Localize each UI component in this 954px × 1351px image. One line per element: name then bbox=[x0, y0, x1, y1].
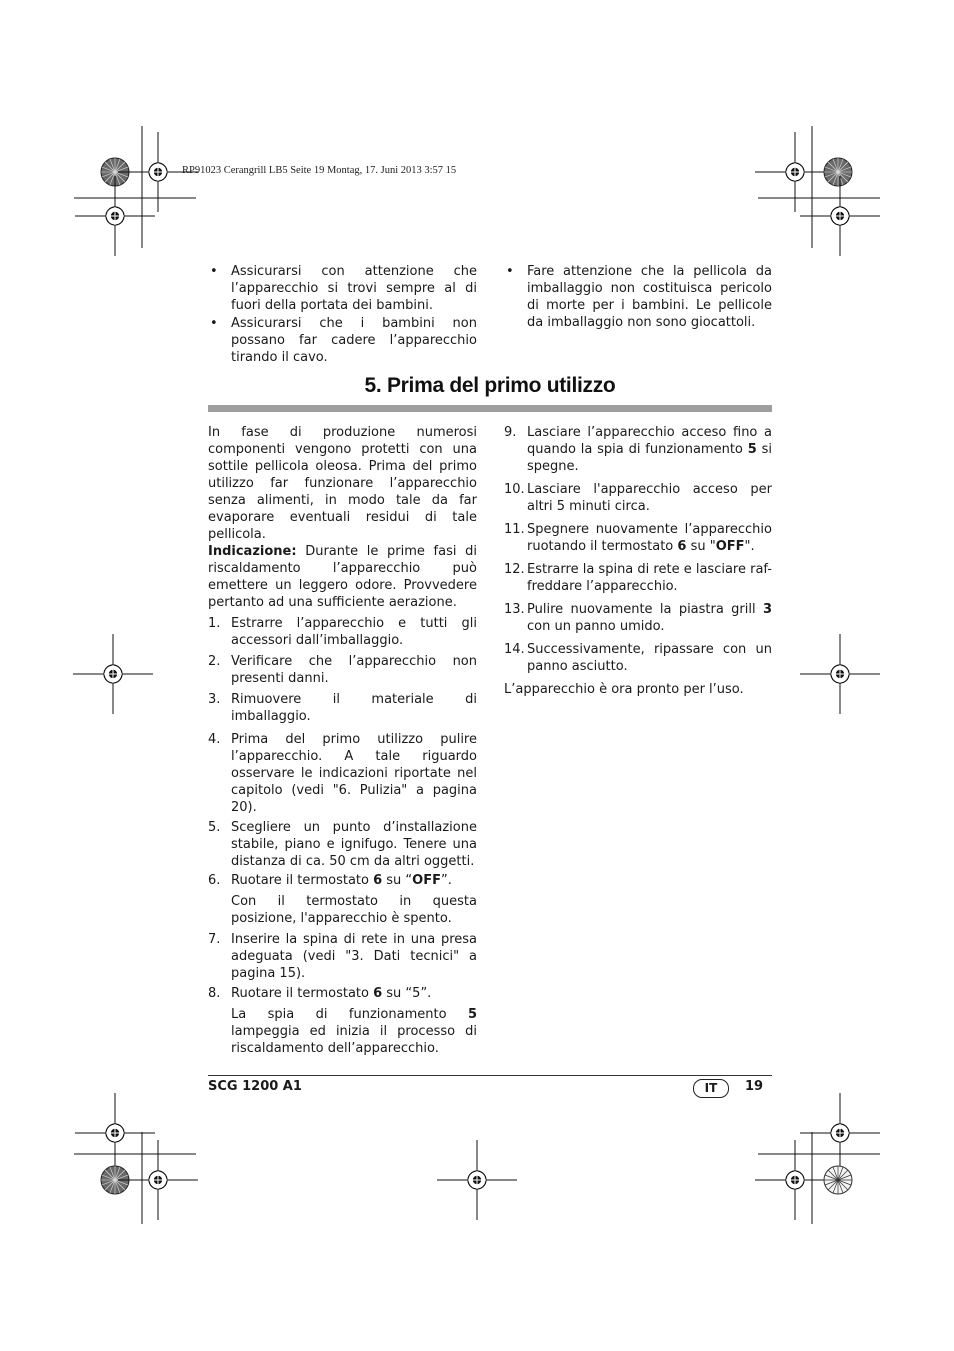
left-column bbox=[208, 424, 477, 1057]
note-label: Indicazione: bbox=[208, 544, 297, 559]
list-item: • Assicurarsi che i bambini non possano far cadere l’apparecchio tirando il cavo. bbox=[208, 315, 477, 366]
list-item: 6. Ruotare il termostato 6 su “OFF”. bbox=[208, 873, 452, 888]
language-badge: IT bbox=[693, 1079, 729, 1098]
list-item: 7. Inserire la spina di rete in una presa adeguata (vedi "3. Dati tecnici" a pagina 15). bbox=[208, 932, 477, 981]
intro-paragraph: In fase di produzione numerosi componenti vengono protetti con una sottile pellicola oleosa. Prima del primo utilizzo far funzionare l’apparecchio senza alimenti, in modo tale da far evaporare eventuali residui di tale pellicola. bbox=[208, 425, 477, 542]
list-item: 12. Estrarre la spina di rete e lasciare raf-freddare l’apparecchio. bbox=[504, 562, 772, 594]
list-item: 2. Verificare che l’apparecchio non presenti danni. bbox=[208, 654, 477, 686]
footer-rule bbox=[208, 1075, 772, 1076]
list-item: 9. Lasciare l’apparecchio acceso fino a quando la spia di funzionamento 5 si spegne. bbox=[504, 425, 772, 474]
list-item: • Assicurarsi con attenzione che l’apparecchio si trovi sempre al di fuori della portata dei bambini. bbox=[208, 263, 477, 314]
closing-paragraph: L’apparecchio è ora pronto per l’uso. bbox=[504, 682, 744, 697]
list-item: 14. Successivamente, ripassare con un panno asciutto. bbox=[504, 642, 772, 674]
step6-note: Con il termostato in questa posizione, l'apparecchio è spento. bbox=[231, 894, 477, 926]
intro-right-bullets bbox=[504, 263, 772, 331]
steps-left-continued bbox=[208, 931, 477, 1002]
intro-left-column bbox=[208, 263, 477, 367]
section-title: 5. Prima del primo utilizzo bbox=[364, 374, 616, 397]
steps-left bbox=[208, 615, 477, 889]
list-item: 13. Pulire nuovamente la piastra grill 3 con un panno umido. bbox=[504, 602, 772, 634]
list-item: 3. Rimuovere il materiale di imballaggio. bbox=[208, 692, 477, 724]
list-item: 11. Spegnere nuovamente l’apparecchio ruotando il termostato 6 su "OFF". bbox=[504, 522, 772, 554]
list-item: 10. Lasciare l'apparecchio acceso per altri 5 minuti circa. bbox=[504, 482, 772, 514]
intro-left-bullets bbox=[208, 263, 477, 366]
intro-right-column bbox=[504, 263, 772, 332]
print-info-line: RP91023 Cerangrill LB5 Seite 19 Montag, 17. Juni 2013 3:57 15 bbox=[182, 165, 457, 176]
note-paragraph bbox=[208, 543, 477, 611]
title-rule bbox=[208, 405, 772, 412]
list-item: • Fare attenzione che la pellicola da imballaggio non costituisca pericolo di morte per i bambini. Le pellicole da imballaggio non sono giocattoli. bbox=[504, 263, 772, 331]
note-text: Durante le prime fasi di riscaldamento l’apparecchio può emettere un leggero odore. Provvedere pertanto ad una sufficiente aerazione. bbox=[208, 544, 477, 610]
page-number: 19 bbox=[745, 1079, 764, 1094]
list-item: 1. Estrarre l’apparecchio e tutti gli accessori dall’imballaggio. bbox=[208, 616, 477, 648]
step8-note: La spia di funzionamento 5 lampeggia ed inizia il processo di riscaldamento dell’apparecchio. bbox=[231, 1007, 477, 1056]
list-item: 8. Ruotare il termostato 6 su “5”. bbox=[208, 986, 432, 1001]
steps-right bbox=[504, 424, 772, 675]
list-item: 5. Scegliere un punto d’installazione stabile, piano e ignifugo. Tenere una distanza di ca. 50 cm da altri oggetti. bbox=[208, 820, 477, 869]
right-column bbox=[504, 424, 772, 698]
list-item: 4. Prima del primo utilizzo pulire l’apparecchio. A tale riguardo osservare le indicazioni riportate nel capitolo (vedi "6. Pulizia" a pagina 20). bbox=[208, 732, 477, 815]
model-number: SCG 1200 A1 bbox=[208, 1079, 302, 1094]
